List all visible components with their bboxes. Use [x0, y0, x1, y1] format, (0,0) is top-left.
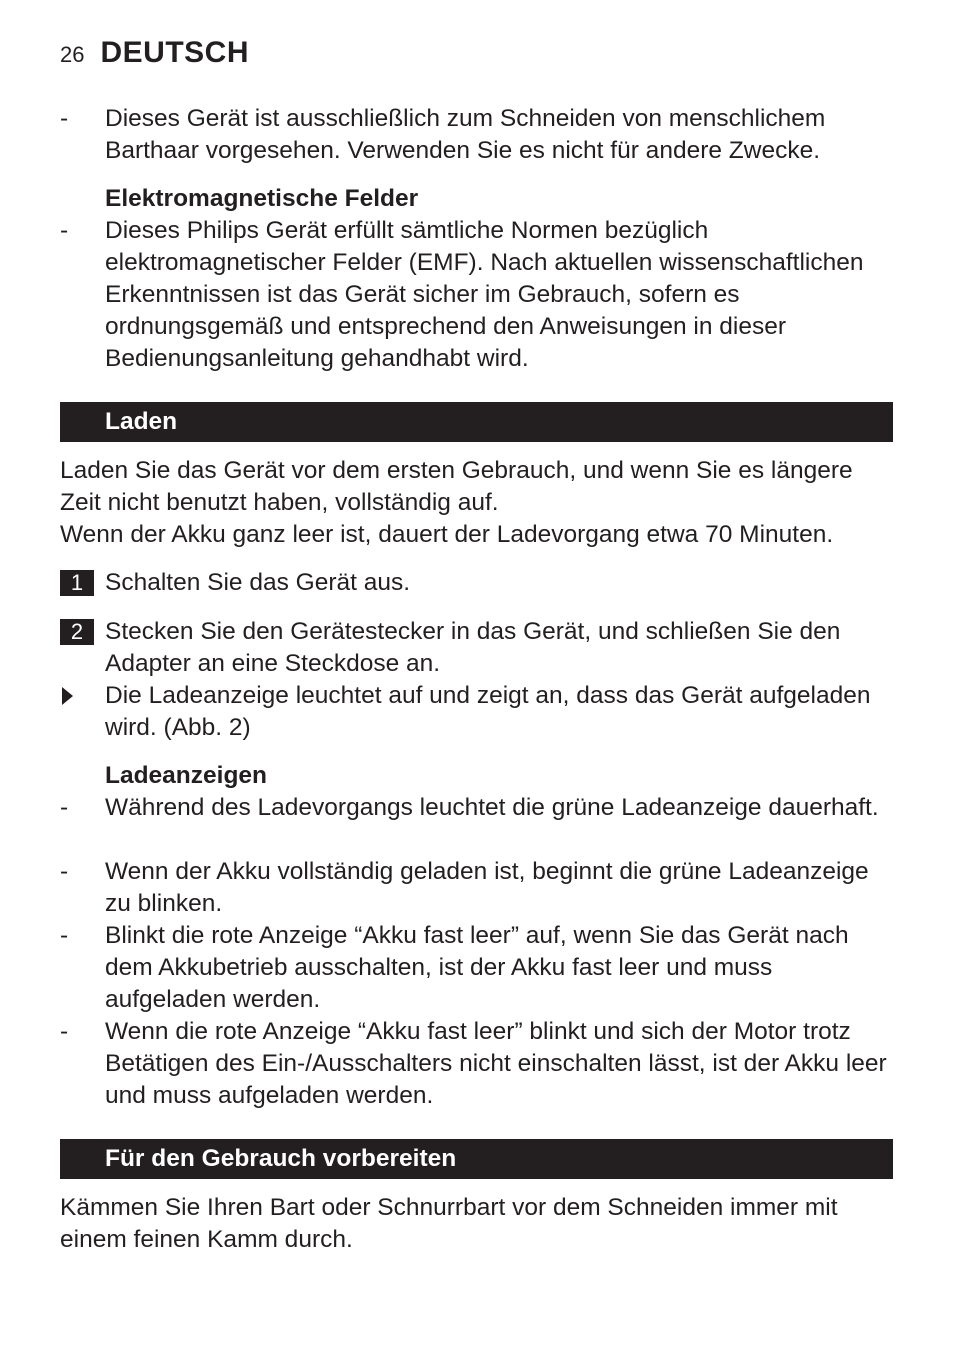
section-bar-laden: Laden — [60, 402, 893, 442]
bullet-dash: - — [60, 858, 69, 885]
step-2 — [60, 616, 895, 680]
section-bar-prepare: Für den Gebrauch vorbereiten — [60, 1139, 893, 1179]
prepare-para: Kämmen Sie Ihren Bart oder Schnurrbart vor dem Schneiden immer mit einem feinen Kamm durch. — [60, 1194, 838, 1253]
bullet-text: Dieses Philips Gerät erfüllt sämtliche Normen bezüglich elektromagnetischer Felder (EMF). Nach aktuellen wissenschaftlichen Erkenntnissen ist das Gerät sicher im Gebrauch, sofern es ordnungsgemäß und entsprechend den Anweisungen in dieser Bedienungsanleitung gehandhabt wird. — [105, 217, 864, 372]
bullet-dash: - — [60, 922, 69, 949]
page-header — [60, 36, 249, 70]
laden-para-2: Wenn der Akku ganz leer ist, dauert der Ladevorgang etwa 70 Minuten. — [60, 521, 834, 548]
bullet-text: Dieses Gerät ist ausschließlich zum Schneiden von menschlichem Barthaar vorgesehen. Verwenden Sie es nicht für andere Zwecke. — [105, 105, 826, 164]
bullet-dash: - — [60, 217, 69, 244]
list-item-text: Wenn der Akku vollständig geladen ist, beginnt die grüne Ladeanzeige zu blinken. — [105, 858, 869, 917]
bullet-dash: - — [60, 1018, 69, 1045]
bullet-dash: - — [60, 794, 69, 821]
step-text: Schalten Sie das Gerät aus. — [105, 569, 411, 596]
bullet-dash: - — [60, 105, 69, 132]
list-item-text: Wenn die rote Anzeige “Akku fast leer” blinkt und sich der Motor trotz Betätigen des Ein-/Ausschalters nicht einschalten lässt, ist der Akku leer und muss aufgeladen werden. — [105, 1018, 887, 1109]
list-item — [60, 792, 895, 824]
step-1 — [60, 567, 895, 599]
list-item — [60, 920, 895, 1016]
step-result — [60, 680, 895, 744]
result-text: Die Ladeanzeige leuchtet auf und zeigt an, dass das Gerät aufgeladen wird. (Abb. 2) — [105, 682, 871, 741]
list-item — [60, 856, 895, 920]
emf-heading: Elektromagnetische Felder — [105, 185, 419, 212]
list-item-text: Blinkt die rote Anzeige “Akku fast leer” auf, wenn Sie das Gerät nach dem Akkubetrieb ausschalten, ist der Akku fast leer und muss aufgeladen werden. — [105, 922, 849, 1013]
step-text: Stecken Sie den Gerätestecker in das Gerät, und schließen Sie den Adapter an eine Steckdose an. — [105, 618, 841, 677]
emf-bullet — [60, 215, 895, 375]
step-number: 1 — [60, 570, 94, 596]
step-number: 2 — [60, 619, 94, 645]
list-item — [60, 1016, 895, 1112]
list-item-text: Während des Ladevorgangs leuchtet die grüne Ladeanzeige dauerhaft. — [105, 794, 879, 821]
ladeanzeigen-heading: Ladeanzeigen — [105, 762, 268, 789]
page-number: 26 — [60, 42, 85, 67]
section-title: DEUTSCH — [100, 36, 249, 69]
result-arrow-icon — [62, 687, 73, 705]
intro-bullet — [60, 103, 895, 167]
laden-para-1: Laden Sie das Gerät vor dem ersten Gebrauch, und wenn Sie es längere Zeit nicht benutzt haben, vollständig auf. — [60, 457, 853, 516]
